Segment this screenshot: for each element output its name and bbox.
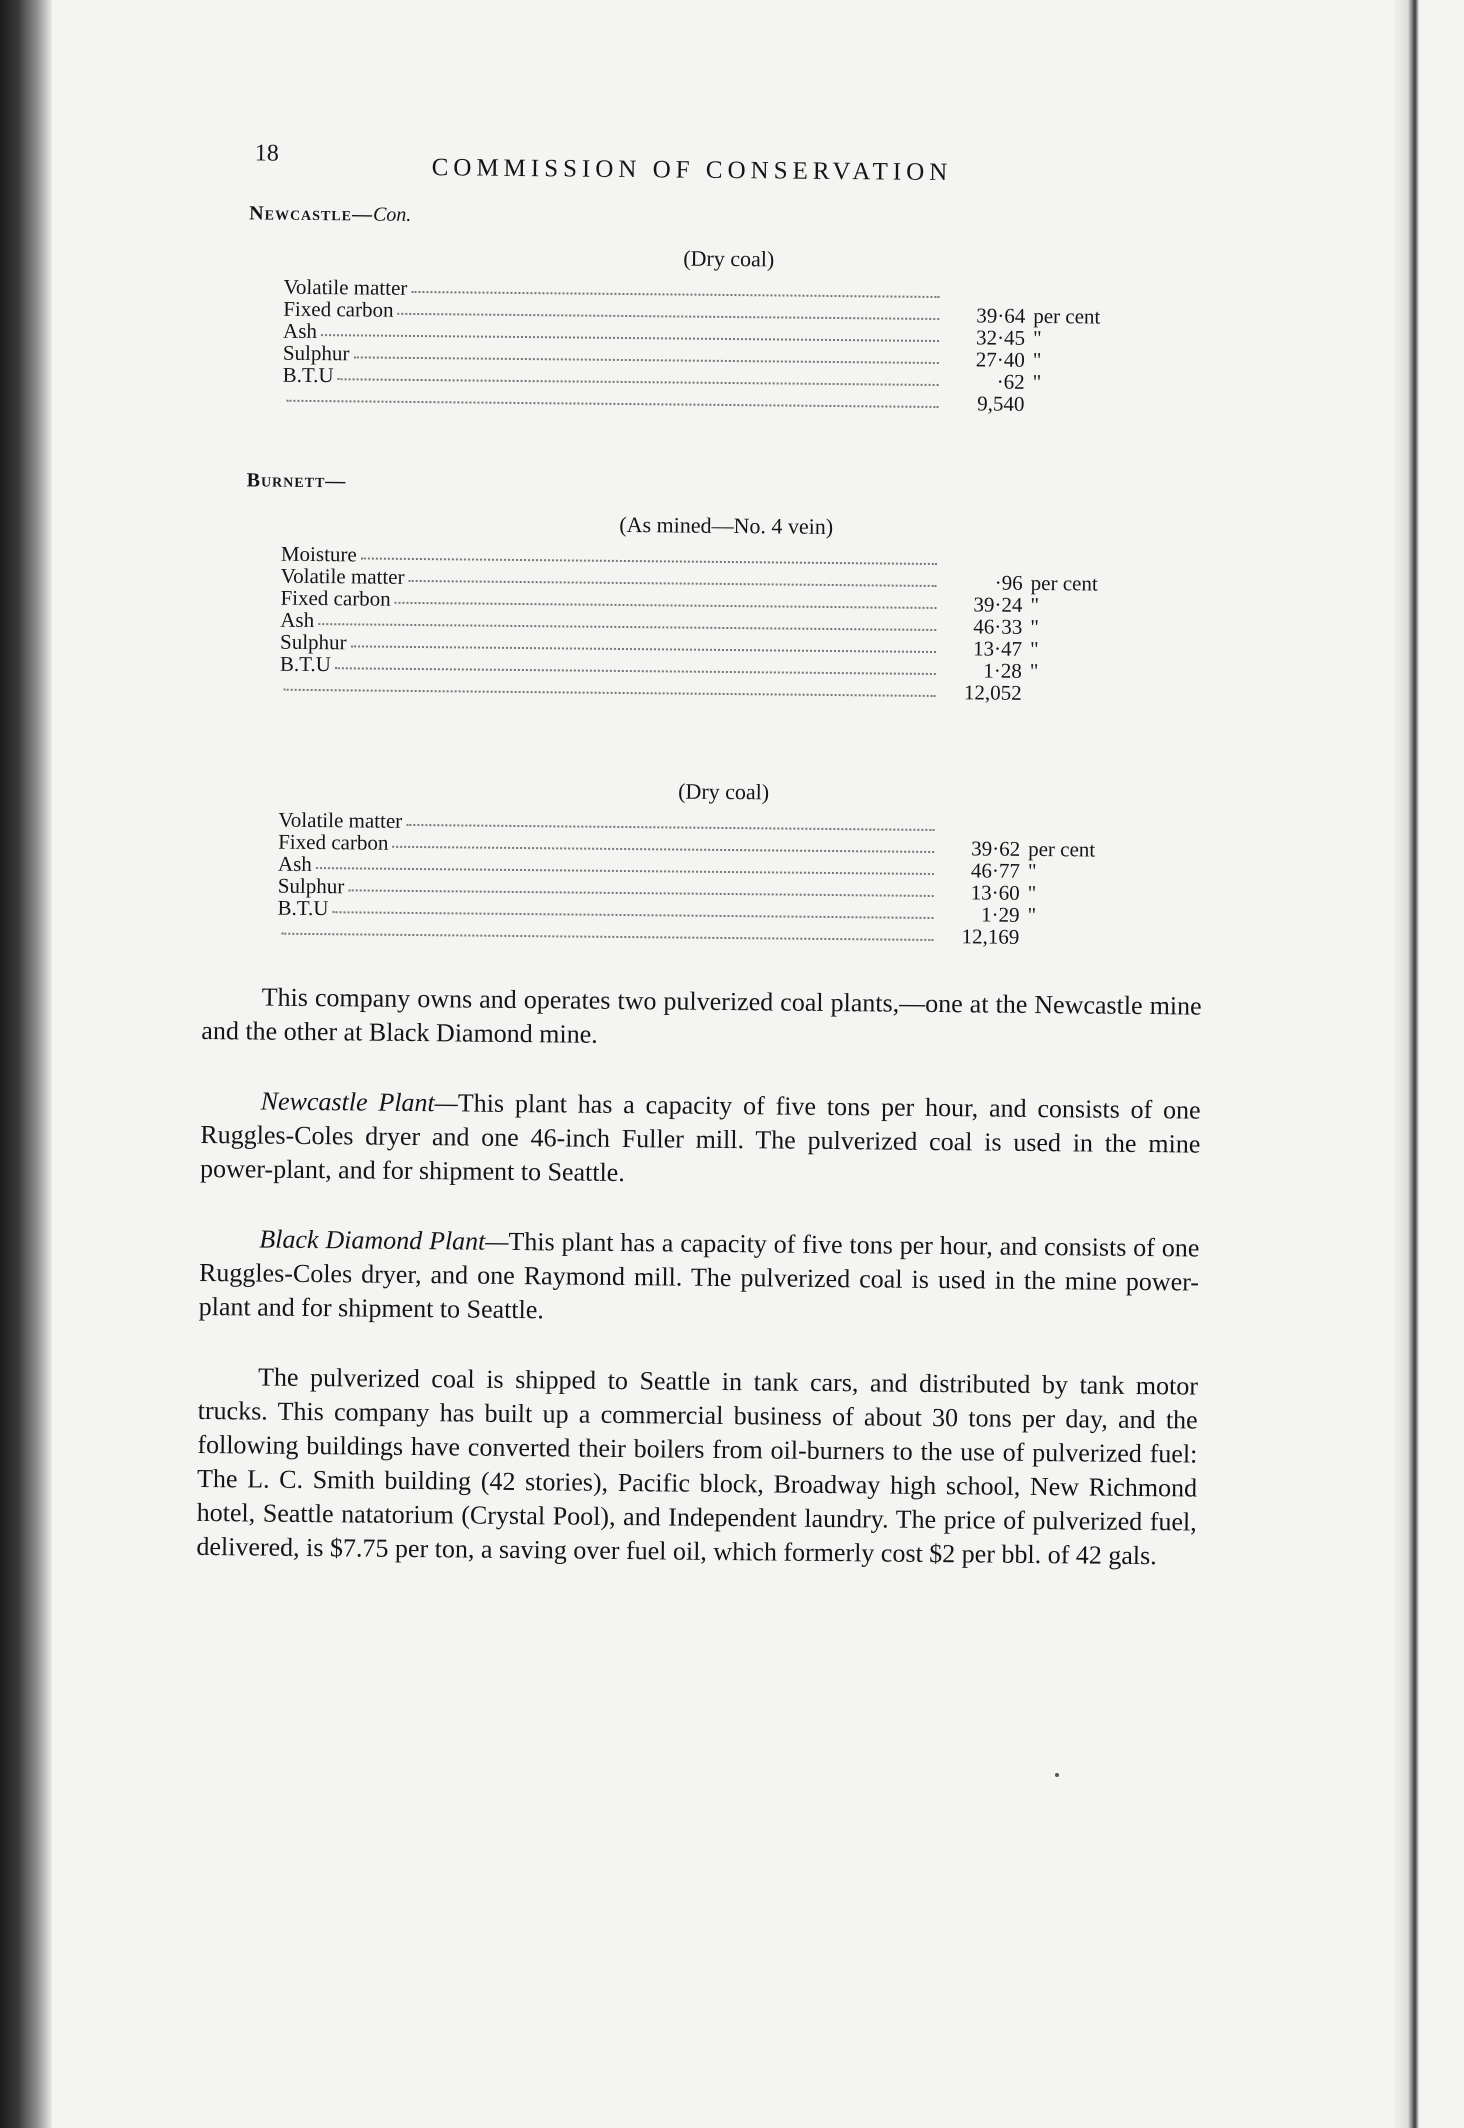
page-number: 18 bbox=[254, 140, 279, 167]
paragraph-lead: Newcastle Plant— bbox=[260, 1086, 459, 1118]
row-unit: " bbox=[1030, 614, 1039, 639]
analysis-table-burnett-as-mined bbox=[280, 543, 1141, 705]
analysis-table-burnett-dry bbox=[277, 809, 1138, 949]
section-heading-continued: Con. bbox=[372, 203, 412, 226]
row-value: ·62 bbox=[996, 369, 1025, 394]
paragraph bbox=[199, 1222, 1200, 1334]
body-text bbox=[196, 980, 1202, 1574]
row-label: Volatile matter bbox=[278, 807, 403, 833]
paragraph-lead: Black Diamond Plant— bbox=[259, 1224, 509, 1256]
dot-leader bbox=[406, 823, 934, 831]
row-value: 1·29 bbox=[980, 902, 1020, 927]
row-label: Volatile matter bbox=[280, 563, 405, 589]
row-label: B.T.U bbox=[277, 895, 329, 921]
row-unit: " bbox=[1029, 636, 1039, 661]
dot-leader bbox=[351, 644, 936, 653]
row-label: Fixed carbon bbox=[283, 296, 394, 322]
row-unit: " bbox=[1027, 858, 1037, 883]
dot-leader bbox=[335, 666, 936, 675]
page bbox=[196, 132, 1210, 1610]
row-value: 39·64 bbox=[976, 303, 1026, 328]
row-unit: " bbox=[1027, 902, 1037, 927]
row-unit: " bbox=[1032, 347, 1042, 372]
row-value: 9,540 bbox=[977, 391, 1025, 416]
paragraph-text: This plant has a capacity of five tons per hour, and consists of one Ruggles-Coles dryer and one 46-inch Fuller mill. The pulverized coal is used in the mine power-plant, and for shipment to Seattle. bbox=[199, 1088, 1201, 1188]
row-value: 46·77 bbox=[970, 858, 1021, 883]
row-unit: " bbox=[1032, 369, 1042, 394]
row-label: Fixed carbon bbox=[278, 829, 389, 855]
row-value: 39·62 bbox=[971, 836, 1021, 861]
row-label: Volatile matter bbox=[283, 274, 408, 300]
row-unit: " bbox=[1030, 592, 1040, 617]
scan-right-edge bbox=[1394, 0, 1464, 2128]
dot-leader bbox=[318, 622, 936, 631]
row-label: B.T.U bbox=[279, 651, 331, 677]
row-label: Ash bbox=[280, 607, 315, 633]
row-value: 13·47 bbox=[972, 636, 1023, 661]
paragraph bbox=[200, 1084, 1201, 1196]
row-label: Sulphur bbox=[282, 340, 350, 366]
row-value: 13·60 bbox=[970, 880, 1020, 905]
row-value: 12,169 bbox=[961, 924, 1020, 949]
row-unit: per cent bbox=[1028, 836, 1096, 862]
paragraph-text: This company owns and operates two pulverized coal plants,—one at the Newcastle mine and the other at Black Diamond mine. bbox=[201, 982, 1202, 1049]
row-value: 1·28 bbox=[983, 658, 1022, 683]
row-value: 12,052 bbox=[963, 680, 1022, 705]
table-caption: (Dry coal) bbox=[683, 245, 775, 272]
dot-leader bbox=[281, 932, 933, 941]
dot-leader bbox=[332, 910, 933, 919]
paragraph-text: The pulverized coal is shipped to Seattle in tank cars, and distributed by tank motor trucks. This company has built up a commercial business of about 30 tons per day, and the following buildings have converted their boilers from oil-burners to the use of pulverized fuel: The L. C. Smith building (42 stories), Pacific block, Broadway high school, New Richmond hotel, Seattle natatorium (Crystal Pool), and Independent laundry. The price of pulverized fuel, delivered, is $7.75 per ton, a saving over fuel oil, which formerly cost $2 per bbl. of 42 gals. bbox=[196, 1362, 1199, 1571]
section-heading-burnett bbox=[247, 469, 1207, 501]
dot-leader bbox=[348, 888, 933, 897]
section-heading-label: Burnett— bbox=[246, 469, 347, 493]
table-caption: (Dry coal) bbox=[678, 778, 770, 805]
row-value: 27·40 bbox=[975, 347, 1025, 372]
row-unit: " bbox=[1032, 325, 1042, 350]
row-label: B.T.U bbox=[282, 362, 334, 388]
dot-leader bbox=[286, 399, 938, 408]
dot-leader bbox=[316, 866, 934, 875]
row-label: Moisture bbox=[280, 541, 357, 567]
section-heading-label: Newcastle— bbox=[249, 202, 374, 226]
row-label: Fixed carbon bbox=[280, 585, 391, 611]
scan-speck bbox=[1055, 1773, 1059, 1777]
row-unit: per cent bbox=[1030, 570, 1098, 596]
scan-left-edge bbox=[0, 0, 52, 2128]
section-heading-newcastle bbox=[249, 202, 1209, 234]
table-caption: (As mined—No. 4 vein) bbox=[619, 511, 834, 539]
dot-leader bbox=[338, 377, 939, 386]
dot-leader bbox=[321, 333, 939, 342]
dot-leader bbox=[392, 845, 934, 853]
running-head-title: COMMISSION OF CONSERVATION bbox=[431, 154, 953, 187]
row-label: Ash bbox=[277, 851, 312, 877]
dot-leader bbox=[361, 556, 937, 565]
row-value: ·96 bbox=[994, 570, 1023, 595]
row-unit: per cent bbox=[1033, 303, 1101, 329]
row-value: 46·33 bbox=[973, 614, 1023, 639]
dot-leader bbox=[353, 355, 938, 364]
paragraph-text: This plant has a capacity of five tons per hour, and consists of one Ruggles-Coles dryer, and one Raymond mill. The pulverized coal is used in the mine power-plant and for shipment to Seattle. bbox=[198, 1226, 1200, 1325]
row-unit: " bbox=[1027, 880, 1037, 905]
row-unit bbox=[1019, 948, 1137, 949]
analysis-table-newcastle-dry bbox=[282, 276, 1143, 416]
row-unit: " bbox=[1029, 658, 1039, 683]
dot-leader bbox=[409, 579, 937, 587]
row-value: 32·45 bbox=[975, 325, 1026, 350]
dot-leader bbox=[284, 688, 936, 697]
paragraph bbox=[201, 980, 1202, 1058]
paragraph bbox=[196, 1360, 1198, 1574]
row-label: Ash bbox=[282, 318, 318, 344]
row-value: 39·24 bbox=[973, 592, 1023, 617]
dot-leader bbox=[397, 312, 939, 320]
row-label: Sulphur bbox=[279, 629, 347, 655]
row-label: Sulphur bbox=[277, 873, 345, 899]
running-head bbox=[209, 132, 1210, 202]
dot-leader bbox=[395, 601, 937, 609]
dot-leader bbox=[411, 290, 939, 298]
